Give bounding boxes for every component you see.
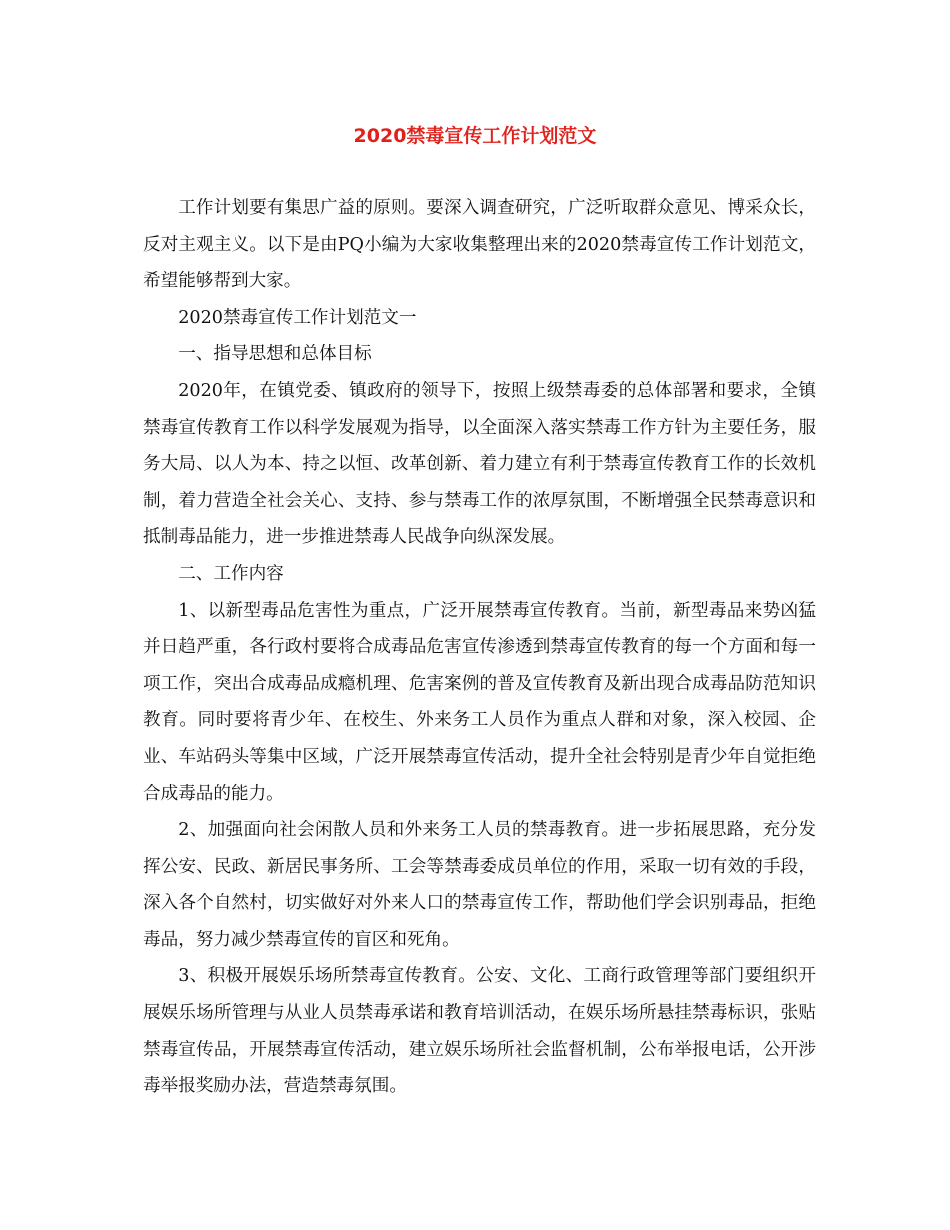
paragraph-intro: 工作计划要有集思广益的原则。要深入调查研究，广泛听取群众意见、博采众长，反对主观主义。以下是由PQ小编为大家收集整理出来的2020禁毒宣传工作计划范文，希望能够帮到大家。 [143, 198, 816, 292]
paragraph-item-2: 2、加强面向社会闲散人员和外来务工人员的禁毒教育。进一步拓展思路，充分发挥公安、民政、新居民事务所、工会等禁毒委成员单位的作用，采取一切有效的手段，深入各个自然村，切实做好对外来人口的禁毒宣传工作，帮助他们学会识别毒品，拒绝毒品，努力减少禁毒宣传的盲区和死角。 [143, 820, 816, 950]
paragraph-guiding-ideology: 2020年，在镇党委、镇政府的领导下，按照上级禁毒委的总体部署和要求，全镇禁毒宣传教育工作以科学发展观为指导，以全面深入落实禁毒工作方针为主要任务，服务大局、以人为本、持之以恒、改革创新、着力建立有利于禁毒宣传教育工作的长效机制，着力营造全社会关心、支持、参与禁毒工作的浓厚氛围，不断增强全民禁毒意识和抵制毒品能力，进一步推进禁毒人民战争向纵深发展。 [143, 380, 816, 548]
paragraph-item-1: 1、以新型毒品危害性为重点，广泛开展禁毒宣传教育。当前，新型毒品来势凶猛并日趋严重，各行政村要将合成毒品危害宣传渗透到禁毒宣传教育的每一个方面和每一项工作，突出合成毒品成瘾机理、危害案例的普及宣传教育及新出现合成毒品防范知识教育。同时要将青少年、在校生、外来务工人员作为重点人群和对象，深入校园、企业、车站码头等集中区域，广泛开展禁毒宣传活动，提升全社会特别是青少年自觉拒绝合成毒品的能力。 [143, 600, 816, 804]
section-heading-guiding-ideology: 一、指导思想和总体目标 [178, 344, 372, 365]
section-heading-sample-one: 2020禁毒宣传工作计划范文一 [178, 307, 417, 328]
paragraph-item-3: 3、积极开展娱乐场所禁毒宣传教育。公安、文化、工商行政管理等部门要组织开展娱乐场所管理与从业人员禁毒承诺和教育培训活动，在娱乐场所悬挂禁毒标识，张贴禁毒宣传品，开展禁毒宣传活动，建立娱乐场所社会监督机制，公布举报电话，公开涉毒举报奖励办法，营造禁毒氛围。 [143, 966, 816, 1097]
document-body [143, 190, 816, 1105]
document-title: 2020禁毒宣传工作计划范文 [353, 125, 597, 147]
section-heading-work-content: 二、工作内容 [178, 563, 284, 584]
